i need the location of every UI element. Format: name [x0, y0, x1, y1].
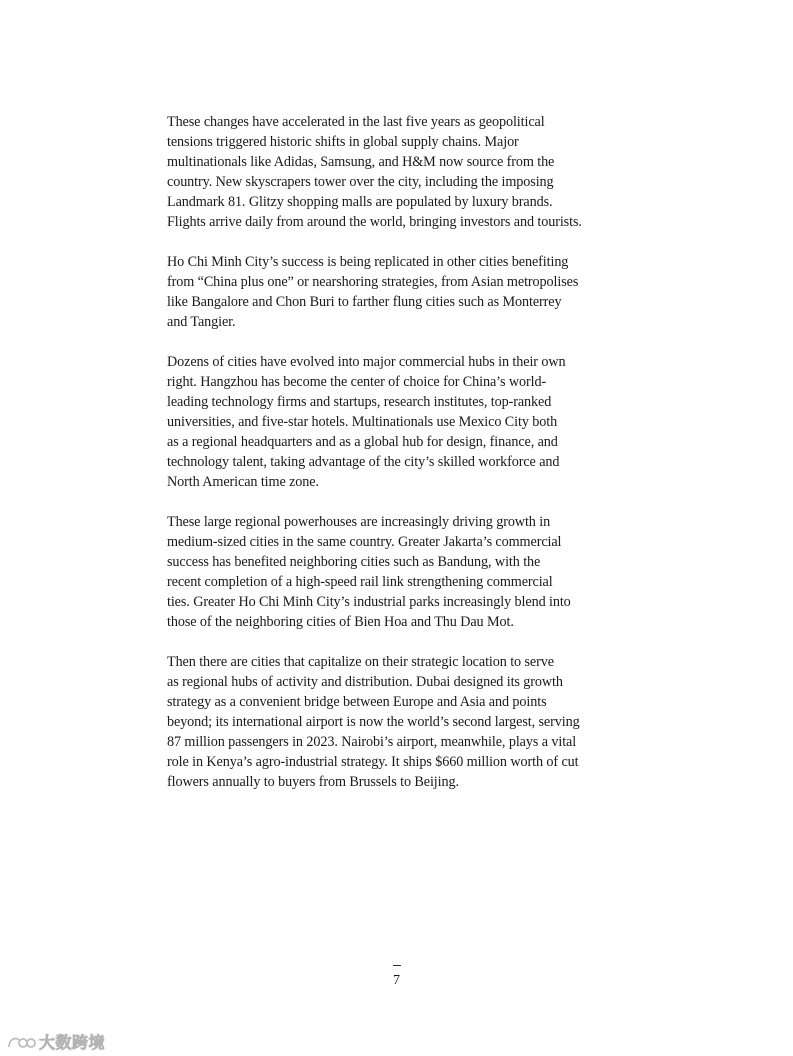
text-line: leading technology firms and startups, research institutes, top-ranked	[167, 394, 552, 410]
text-line: multinationals like Adidas, Samsung, and H&M now source from the	[167, 154, 555, 170]
text-line: Ho Chi Minh City’s success is being replicated in other cities benefiting	[167, 254, 569, 270]
text-line: Landmark 81. Glitzy shopping malls are populated by luxury brands.	[167, 194, 553, 210]
watermark-text: 大数跨境	[39, 1033, 106, 1052]
paragraph-regional-powerhouses	[167, 512, 629, 632]
text-line: beyond; its international airport is now the world’s second largest, serving	[167, 714, 580, 730]
footer-divider	[393, 965, 401, 966]
text-line: from “China plus one” or nearshoring strategies, from Asian metropolises	[167, 274, 579, 290]
paragraph-replication	[167, 252, 629, 332]
text-line: those of the neighboring cities of Bien Hoa and Thu Dau Mot.	[167, 614, 514, 630]
text-line: These large regional powerhouses are increasingly driving growth in	[167, 514, 551, 530]
text-line: ties. Greater Ho Chi Minh City’s industrial parks increasingly blend into	[167, 594, 571, 610]
text-line: These changes have accelerated in the last five years as geopolitical	[167, 114, 545, 130]
text-line: right. Hangzhou has become the center of choice for China’s world-	[167, 374, 547, 390]
text-line: flowers annually to buyers from Brussels to Beijing.	[167, 774, 459, 790]
text-line: technology talent, taking advantage of the city’s skilled workforce and	[167, 454, 560, 470]
paragraph-commercial-hubs	[167, 352, 629, 492]
text-line: medium-sized cities in the same country. Greater Jakarta’s commercial	[167, 534, 562, 550]
text-line: Dozens of cities have evolved into major commercial hubs in their own	[167, 354, 566, 370]
text-line: Flights arrive daily from around the world, bringing investors and tourists.	[167, 214, 582, 230]
paragraph-supply-chains	[167, 112, 629, 232]
text-line: 87 million passengers in 2023. Nairobi’s airport, meanwhile, plays a vital	[167, 734, 577, 750]
text-line: country. New skyscrapers tower over the city, including the imposing	[167, 174, 554, 190]
text-line: like Bangalore and Chon Buri to farther flung cities such as Monterrey	[167, 294, 562, 310]
watermark-logo-icon	[6, 1033, 36, 1051]
article-body	[167, 112, 629, 812]
page-number: 7	[393, 973, 400, 988]
text-line: as regional hubs of activity and distribution. Dubai designed its growth	[167, 674, 563, 690]
text-line: recent completion of a high-speed rail link strengthening commercial	[167, 574, 553, 590]
paragraph-strategic-location	[167, 652, 629, 792]
text-line: as a regional headquarters and as a global hub for design, finance, and	[167, 434, 558, 450]
text-line: success has benefited neighboring cities such as Bandung, with the	[167, 554, 541, 570]
text-line: universities, and five-star hotels. Multinationals use Mexico City both	[167, 414, 558, 430]
page-footer	[0, 965, 793, 989]
text-line: Then there are cities that capitalize on their strategic location to serve	[167, 654, 554, 670]
text-line: North American time zone.	[167, 474, 319, 490]
text-line: role in Kenya’s agro-industrial strategy. It ships $660 million worth of cut	[167, 754, 579, 770]
text-line: and Tangier.	[167, 314, 236, 330]
text-line: tensions triggered historic shifts in global supply chains. Major	[167, 134, 519, 150]
text-line: strategy as a convenient bridge between Europe and Asia and points	[167, 694, 547, 710]
watermark	[6, 1030, 105, 1053]
